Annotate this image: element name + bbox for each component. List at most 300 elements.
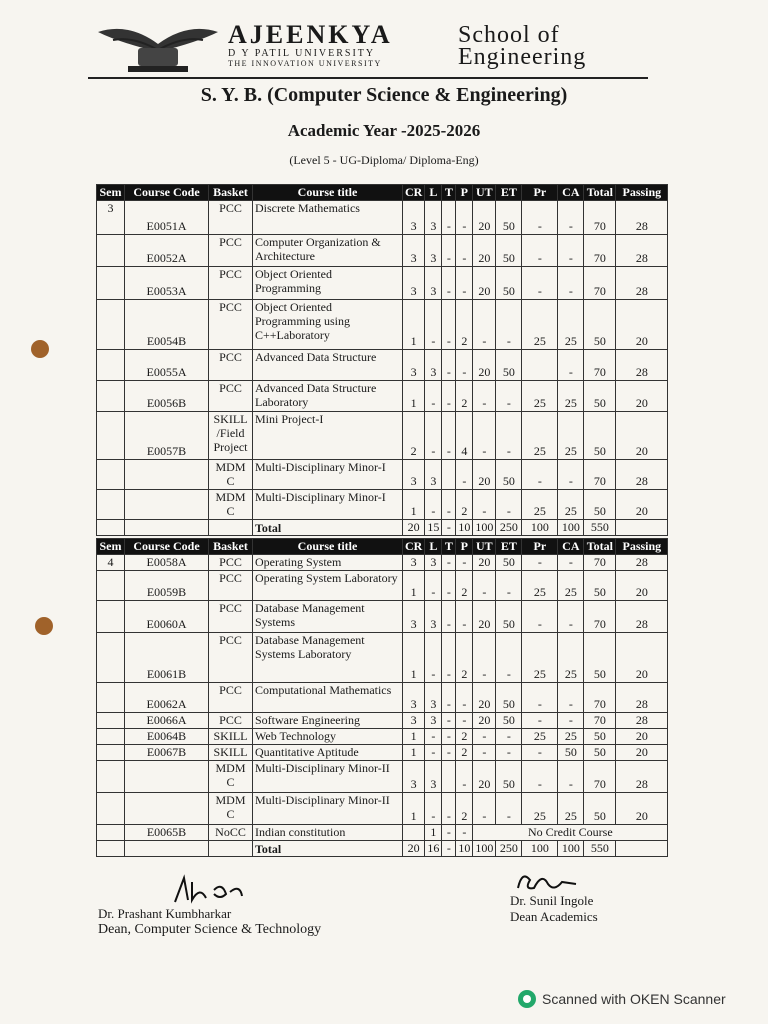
course-title: Web Technology xyxy=(253,729,403,745)
col-cr: 3 xyxy=(403,683,425,713)
table-row xyxy=(97,235,668,267)
course-title: Operating System xyxy=(253,555,403,571)
col-l: 3 xyxy=(425,460,442,490)
col-passing: 20 xyxy=(616,300,668,350)
col-ut: - xyxy=(473,490,496,520)
col-et: - xyxy=(496,729,522,745)
col-et: 50 xyxy=(496,267,522,300)
basket: SKILL xyxy=(209,729,253,745)
col-p: - xyxy=(456,683,473,713)
table-row xyxy=(97,729,668,745)
col-ut: - xyxy=(473,571,496,601)
col-l: - xyxy=(425,300,442,350)
semester-cell xyxy=(97,793,125,825)
basket: PCC xyxy=(209,633,253,683)
basket: PCC xyxy=(209,350,253,381)
column-header: Sem xyxy=(97,539,125,555)
left-signature xyxy=(170,872,250,908)
col-l: 3 xyxy=(425,713,442,729)
brand-subtitle: D Y PATIL UNIVERSITY xyxy=(228,48,376,59)
col-l: 3 xyxy=(425,601,442,633)
col-total: 50 xyxy=(584,729,616,745)
col-passing: 20 xyxy=(616,729,668,745)
col-cr: 1 xyxy=(403,745,425,761)
semester-cell xyxy=(97,633,125,683)
level-line: (Level 5 - UG-Diploma/ Diploma-Eng) xyxy=(289,153,479,167)
col-p: 2 xyxy=(456,381,473,412)
column-header: Course Code xyxy=(125,539,209,555)
column-header: Course Code xyxy=(125,185,209,201)
col-total: 50 xyxy=(584,381,616,412)
course-code: E0056B xyxy=(125,381,209,412)
semester-cell xyxy=(97,601,125,633)
left-signatory-name: Dr. Prashant Kumbharkar xyxy=(98,906,232,921)
basket: MDM C xyxy=(209,793,253,825)
col-passing: 20 xyxy=(616,793,668,825)
basket: PCC xyxy=(209,571,253,601)
col-passing: 28 xyxy=(616,713,668,729)
column-header: CA xyxy=(558,185,584,201)
col-l: - xyxy=(425,412,442,460)
col-pr: 25 xyxy=(522,633,558,683)
col-pr: - xyxy=(522,761,558,793)
scanner-logo-icon xyxy=(518,990,536,1008)
course-title: Indian constitution xyxy=(253,825,403,841)
col-et: - xyxy=(496,633,522,683)
course-title: Database Management Systems xyxy=(253,601,403,633)
course-title: Database Management Systems Laboratory xyxy=(253,633,403,683)
basket: MDM C xyxy=(209,761,253,793)
scanner-watermark xyxy=(518,990,726,1008)
col-l: 3 xyxy=(425,761,442,793)
col-cr: 2 xyxy=(403,412,425,460)
col-t: - xyxy=(442,825,456,841)
col-cr: 1 xyxy=(403,300,425,350)
col-p: - xyxy=(456,555,473,571)
col-ca: - xyxy=(558,555,584,571)
col-ca: - xyxy=(558,460,584,490)
col-p: 2 xyxy=(456,793,473,825)
table-row xyxy=(97,460,668,490)
semester-cell xyxy=(97,761,125,793)
total-cr: 20 xyxy=(403,520,425,536)
col-t: - xyxy=(442,490,456,520)
col-ut: 20 xyxy=(473,201,496,235)
col-et: - xyxy=(496,412,522,460)
table-row xyxy=(97,571,668,601)
col-total: 70 xyxy=(584,683,616,713)
col-l: 3 xyxy=(425,235,442,267)
table-row xyxy=(97,825,668,841)
col-p: - xyxy=(456,761,473,793)
col-t: - xyxy=(442,683,456,713)
table-row xyxy=(97,761,668,793)
col-total: 70 xyxy=(584,713,616,729)
punch-hole xyxy=(31,340,49,358)
column-header: CR xyxy=(403,185,425,201)
col-pr xyxy=(522,350,558,381)
total-total: 550 xyxy=(584,520,616,536)
semester-cell xyxy=(97,381,125,412)
col-pr: - xyxy=(522,555,558,571)
col-et: - xyxy=(496,793,522,825)
col-ut: 20 xyxy=(473,761,496,793)
basket: PCC xyxy=(209,713,253,729)
col-cr: 1 xyxy=(403,571,425,601)
col-total: 70 xyxy=(584,267,616,300)
total-row xyxy=(97,520,668,536)
col-passing: 28 xyxy=(616,601,668,633)
course-code: E0062A xyxy=(125,683,209,713)
col-cr: 3 xyxy=(403,201,425,235)
semester-cell xyxy=(97,460,125,490)
course-title: Advanced Data Structure Laboratory xyxy=(253,381,403,412)
table-row xyxy=(97,601,668,633)
col-l: - xyxy=(425,633,442,683)
col-total: 70 xyxy=(584,601,616,633)
semester-cell xyxy=(97,825,125,841)
table-row xyxy=(97,350,668,381)
col-ut: - xyxy=(473,412,496,460)
col-t: - xyxy=(442,350,456,381)
course-code: E0055A xyxy=(125,350,209,381)
col-p: - xyxy=(456,201,473,235)
col-ca: 25 xyxy=(558,729,584,745)
semester-3-table xyxy=(96,184,668,536)
semester-cell xyxy=(97,683,125,713)
col-pr: - xyxy=(522,201,558,235)
course-title: Advanced Data Structure xyxy=(253,350,403,381)
col-cr: 3 xyxy=(403,601,425,633)
table-header-row xyxy=(97,185,668,201)
left-signatory-role: Dean, Computer Science & Technology xyxy=(98,922,322,937)
column-header: Pr xyxy=(522,539,558,555)
col-total: 50 xyxy=(584,745,616,761)
course-title: Computer Organization & Architecture xyxy=(253,235,403,267)
col-total: 70 xyxy=(584,235,616,267)
table-row xyxy=(97,555,668,571)
total-passing xyxy=(616,520,668,536)
col-t: - xyxy=(442,381,456,412)
col-cr: 1 xyxy=(403,490,425,520)
col-p: 2 xyxy=(456,300,473,350)
col-ca: 25 xyxy=(558,300,584,350)
col-t: - xyxy=(442,633,456,683)
col-et: - xyxy=(496,300,522,350)
table-row xyxy=(97,490,668,520)
course-title: Multi-Disciplinary Minor-II xyxy=(253,793,403,825)
col-t xyxy=(442,761,456,793)
course-code: E0066A xyxy=(125,713,209,729)
school-line-2: Engineering xyxy=(458,44,587,70)
col-pr: 25 xyxy=(522,571,558,601)
col-passing: 28 xyxy=(616,683,668,713)
column-header: UT xyxy=(473,185,496,201)
column-header: UT xyxy=(473,539,496,555)
col-passing: 28 xyxy=(616,201,668,235)
column-header: L xyxy=(425,539,442,555)
col-ca: - xyxy=(558,201,584,235)
col-t: - xyxy=(442,713,456,729)
col-cr: 3 xyxy=(403,235,425,267)
column-header: P xyxy=(456,185,473,201)
column-header: L xyxy=(425,185,442,201)
university-emblem-icon xyxy=(88,22,228,74)
table-header-row xyxy=(97,539,668,555)
basket: NoCC xyxy=(209,825,253,841)
col-p: 2 xyxy=(456,745,473,761)
col-passing: 20 xyxy=(616,571,668,601)
col-et: 50 xyxy=(496,683,522,713)
column-header: Passing xyxy=(616,539,668,555)
col-t: - xyxy=(442,412,456,460)
col-pr: - xyxy=(522,713,558,729)
semester-cell xyxy=(97,300,125,350)
course-title: Operating System Laboratory xyxy=(253,571,403,601)
col-passing: 28 xyxy=(616,350,668,381)
col-et: - xyxy=(496,745,522,761)
col-passing: 28 xyxy=(616,267,668,300)
basket: SKILL xyxy=(209,745,253,761)
col-cr: 3 xyxy=(403,713,425,729)
course-code: E0064B xyxy=(125,729,209,745)
col-cr: 1 xyxy=(403,729,425,745)
total-ut: 100 xyxy=(473,520,496,536)
col-ut: 20 xyxy=(473,235,496,267)
col-p: 2 xyxy=(456,490,473,520)
table-row xyxy=(97,267,668,300)
total-t: - xyxy=(442,841,456,857)
col-pr: 25 xyxy=(522,381,558,412)
col-et: 50 xyxy=(496,201,522,235)
basket: PCC xyxy=(209,300,253,350)
col-p: - xyxy=(456,350,473,381)
table-row xyxy=(97,683,668,713)
basket: MDM C xyxy=(209,490,253,520)
col-ut: - xyxy=(473,633,496,683)
course-code: E0065B xyxy=(125,825,209,841)
col-ut: 20 xyxy=(473,267,496,300)
total-row xyxy=(97,841,668,857)
col-ca: 25 xyxy=(558,633,584,683)
course-title: Multi-Disciplinary Minor-I xyxy=(253,460,403,490)
col-t: - xyxy=(442,235,456,267)
col-l: - xyxy=(425,729,442,745)
col-ca: 50 xyxy=(558,745,584,761)
table-row xyxy=(97,633,668,683)
basket: MDM C xyxy=(209,460,253,490)
col-t xyxy=(442,460,456,490)
col-passing: 28 xyxy=(616,555,668,571)
basket: PCC xyxy=(209,683,253,713)
col-passing: 20 xyxy=(616,412,668,460)
col-et: 50 xyxy=(496,350,522,381)
course-code: E0057B xyxy=(125,412,209,460)
col-pr: - xyxy=(522,460,558,490)
table-row xyxy=(97,412,668,460)
col-pr: - xyxy=(522,601,558,633)
total-p: 10 xyxy=(456,520,473,536)
col-ut: 20 xyxy=(473,713,496,729)
col-ut: - xyxy=(473,300,496,350)
academic-year: Academic Year -2025-2026 xyxy=(287,121,481,140)
total-et: 250 xyxy=(496,841,522,857)
total-ut: 100 xyxy=(473,841,496,857)
col-cr xyxy=(403,825,425,841)
col-ut: - xyxy=(473,729,496,745)
col-cr: 1 xyxy=(403,793,425,825)
col-ca: 25 xyxy=(558,793,584,825)
col-ca: - xyxy=(558,601,584,633)
total-pr: 100 xyxy=(522,841,558,857)
table-row xyxy=(97,713,668,729)
semester-cell xyxy=(97,745,125,761)
col-total: 70 xyxy=(584,350,616,381)
col-p: 2 xyxy=(456,571,473,601)
col-ut: 20 xyxy=(473,683,496,713)
col-p: - xyxy=(456,825,473,841)
no-credit-note: No Credit Course xyxy=(473,825,668,841)
col-t: - xyxy=(442,267,456,300)
col-cr: 3 xyxy=(403,555,425,571)
column-header: Passing xyxy=(616,185,668,201)
column-header: Course title xyxy=(253,539,403,555)
program-title: S. Y. B. (Computer Science & Engineering) xyxy=(200,84,568,106)
column-header: Basket xyxy=(209,185,253,201)
col-pr: 25 xyxy=(522,490,558,520)
col-l: - xyxy=(425,745,442,761)
col-total: 70 xyxy=(584,201,616,235)
col-passing: 28 xyxy=(616,460,668,490)
col-passing: 20 xyxy=(616,633,668,683)
semester-cell xyxy=(97,729,125,745)
basket: PCC xyxy=(209,201,253,235)
col-p: - xyxy=(456,601,473,633)
column-header: T xyxy=(442,539,456,555)
total-l: 15 xyxy=(425,520,442,536)
col-ut: 20 xyxy=(473,555,496,571)
semester-cell xyxy=(97,713,125,729)
col-total: 50 xyxy=(584,633,616,683)
course-code: E0061B xyxy=(125,633,209,683)
semester-cell xyxy=(97,571,125,601)
col-l: 3 xyxy=(425,683,442,713)
right-signatory xyxy=(510,893,598,925)
course-title: Multi-Disciplinary Minor-II xyxy=(253,761,403,793)
col-cr: 1 xyxy=(403,633,425,683)
column-header: Course title xyxy=(253,185,403,201)
course-code xyxy=(125,460,209,490)
column-header: Basket xyxy=(209,539,253,555)
column-header: Pr xyxy=(522,185,558,201)
total-ca: 100 xyxy=(558,841,584,857)
col-l: - xyxy=(425,381,442,412)
column-header: Total xyxy=(584,185,616,201)
col-t: - xyxy=(442,300,456,350)
course-title: Quantitative Aptitude xyxy=(253,745,403,761)
left-signatory xyxy=(98,906,321,938)
col-ca: - xyxy=(558,235,584,267)
col-t: - xyxy=(442,201,456,235)
course-title: Computational Mathematics xyxy=(253,683,403,713)
total-pr: 100 xyxy=(522,520,558,536)
col-ca: 25 xyxy=(558,412,584,460)
col-et: 50 xyxy=(496,601,522,633)
col-ut: - xyxy=(473,745,496,761)
col-l: 1 xyxy=(425,825,442,841)
course-code: E0053A xyxy=(125,267,209,300)
column-header: T xyxy=(442,185,456,201)
col-l: 3 xyxy=(425,267,442,300)
column-header: ET xyxy=(496,185,522,201)
semester-4-table xyxy=(96,538,668,857)
total-cr: 20 xyxy=(403,841,425,857)
col-l: 3 xyxy=(425,201,442,235)
col-cr: 3 xyxy=(403,460,425,490)
course-code: E0059B xyxy=(125,571,209,601)
school-line-1: School of xyxy=(458,22,560,48)
col-l: 3 xyxy=(425,350,442,381)
semester-cell xyxy=(97,520,125,536)
col-et: - xyxy=(496,381,522,412)
total-p: 10 xyxy=(456,841,473,857)
course-title: Object Oriented Programming xyxy=(253,267,403,300)
col-ut: 20 xyxy=(473,601,496,633)
basket: PCC xyxy=(209,601,253,633)
col-ca: - xyxy=(558,267,584,300)
school-name xyxy=(458,24,586,68)
basket: PCC xyxy=(209,555,253,571)
total-ca: 100 xyxy=(558,520,584,536)
col-et: 50 xyxy=(496,235,522,267)
course-code: E0051A xyxy=(125,201,209,235)
basket xyxy=(209,520,253,536)
total-et: 250 xyxy=(496,520,522,536)
semester-cell: 4 xyxy=(97,555,125,571)
course-code: E0060A xyxy=(125,601,209,633)
course-title: Multi-Disciplinary Minor-I xyxy=(253,490,403,520)
course-code: E0067B xyxy=(125,745,209,761)
col-total: 70 xyxy=(584,555,616,571)
course-code xyxy=(125,793,209,825)
column-header: CR xyxy=(403,539,425,555)
col-p: - xyxy=(456,235,473,267)
col-p: 2 xyxy=(456,729,473,745)
col-et: 50 xyxy=(496,460,522,490)
col-l: - xyxy=(425,571,442,601)
column-header: P xyxy=(456,539,473,555)
col-p: 2 xyxy=(456,633,473,683)
col-passing: 20 xyxy=(616,745,668,761)
course-title: Software Engineering xyxy=(253,713,403,729)
col-ca: - xyxy=(558,350,584,381)
course-code: E0054B xyxy=(125,300,209,350)
course-title: Object Oriented Programming using C++Laboratory xyxy=(253,300,403,350)
table-row xyxy=(97,745,668,761)
col-p: - xyxy=(456,713,473,729)
course-code: E0052A xyxy=(125,235,209,267)
col-pr: 25 xyxy=(522,793,558,825)
total-label: Total xyxy=(253,520,403,536)
column-header: CA xyxy=(558,539,584,555)
col-ca: - xyxy=(558,713,584,729)
col-ut: - xyxy=(473,381,496,412)
col-pr: 25 xyxy=(522,412,558,460)
semester-cell xyxy=(97,235,125,267)
col-passing: 28 xyxy=(616,235,668,267)
col-p: 4 xyxy=(456,412,473,460)
col-pr: - xyxy=(522,267,558,300)
